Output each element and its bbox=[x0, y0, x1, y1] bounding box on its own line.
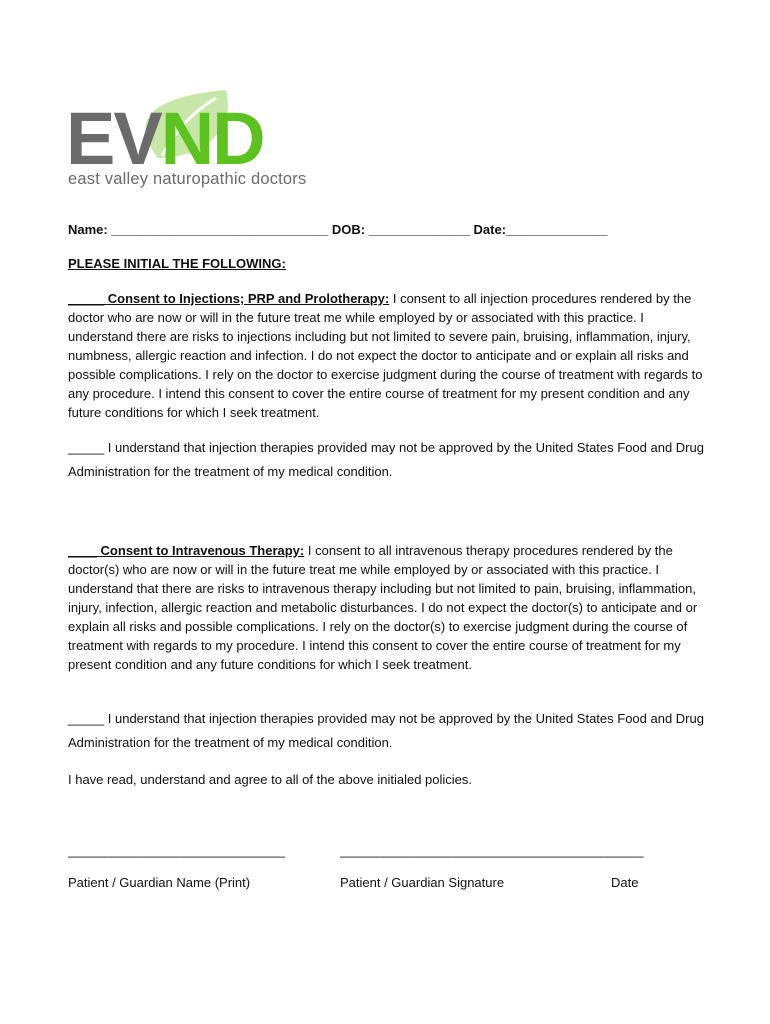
signature-line[interactable]: __________________________________________ bbox=[340, 843, 644, 858]
print-name-label: Patient / Guardian Name (Print) bbox=[68, 875, 251, 890]
agreement-statement: I have read, understand and agree to all of the above initialed policies. bbox=[68, 772, 472, 787]
name-dob-date-line: Name: ______________________________ DOB: ______________ Date:______________ bbox=[68, 222, 608, 237]
initial-blank-iv: ____ bbox=[68, 543, 101, 558]
signature-label: Patient / Guardian Signature bbox=[340, 875, 505, 890]
instruction-heading: PLEASE INITIAL THE FOLLOWING: bbox=[68, 256, 286, 271]
consent-iv-paragraph bbox=[68, 541, 708, 674]
fda-statement-injections: _____ I understand that injection therapies provided may not be approved by the United States Food and Drug Administration for the treatment of my medical condition. bbox=[68, 440, 704, 479]
consent-iv-body: I consent to all intravenous therapy procedures rendered by the doctor(s) who are now or will in the future treat me while employed by or associated with this practice. I understand that there are risks to intravenous therapy including but not limited to pain, bruising, inflammation, injury, infection, allergic reaction and metabolic disturbances. I do not expect the doctor(s) to anticipate and or explain all risks and possible complications. I rely on the doctor(s) to exercise judgment during the course of treatment with regards to my procedure. I intend this consent to cover the entire course of treatment for my present condition and any future conditions for which I seek treatment. bbox=[68, 543, 698, 672]
logo-tagline: east valley naturopathic doctors bbox=[68, 170, 307, 188]
logo-letters-green: ND bbox=[160, 97, 264, 180]
logo-letters-gray: EV bbox=[66, 97, 161, 180]
consent-injections-paragraph bbox=[68, 289, 708, 422]
date-label: Date bbox=[611, 875, 639, 890]
print-name-line[interactable]: ______________________________ bbox=[68, 843, 285, 858]
initial-blank-injections: _____ bbox=[68, 291, 108, 306]
consent-injections-title: Consent to Injections; PRP and Prolotherapy: bbox=[107, 291, 390, 306]
fda-statement-iv: _____ I understand that injection therapies provided may not be approved by the United States Food and Drug Administration for the treatment of my medical condition. bbox=[68, 711, 704, 750]
logo-letters bbox=[66, 97, 264, 180]
consent-iv-title: Consent to Intravenous Therapy: bbox=[100, 543, 305, 558]
consent-injections-body: I consent to all injection procedures rendered by the doctor who are now or will in the future treat me while employed by or associated with this practice. I understand there are risks to injections including but not limited to severe pain, bruising, inflammation, injury, numbness, allergic reaction and infection. I do not expect the doctor to anticipate and or explain all risks and possible complications. I rely on the doctor to exercise judgment during the course of treatment with regards to any procedure. I intend this consent to cover the entire course of treatment for my present condition and any future conditions for which I seek treatment. bbox=[68, 291, 703, 420]
